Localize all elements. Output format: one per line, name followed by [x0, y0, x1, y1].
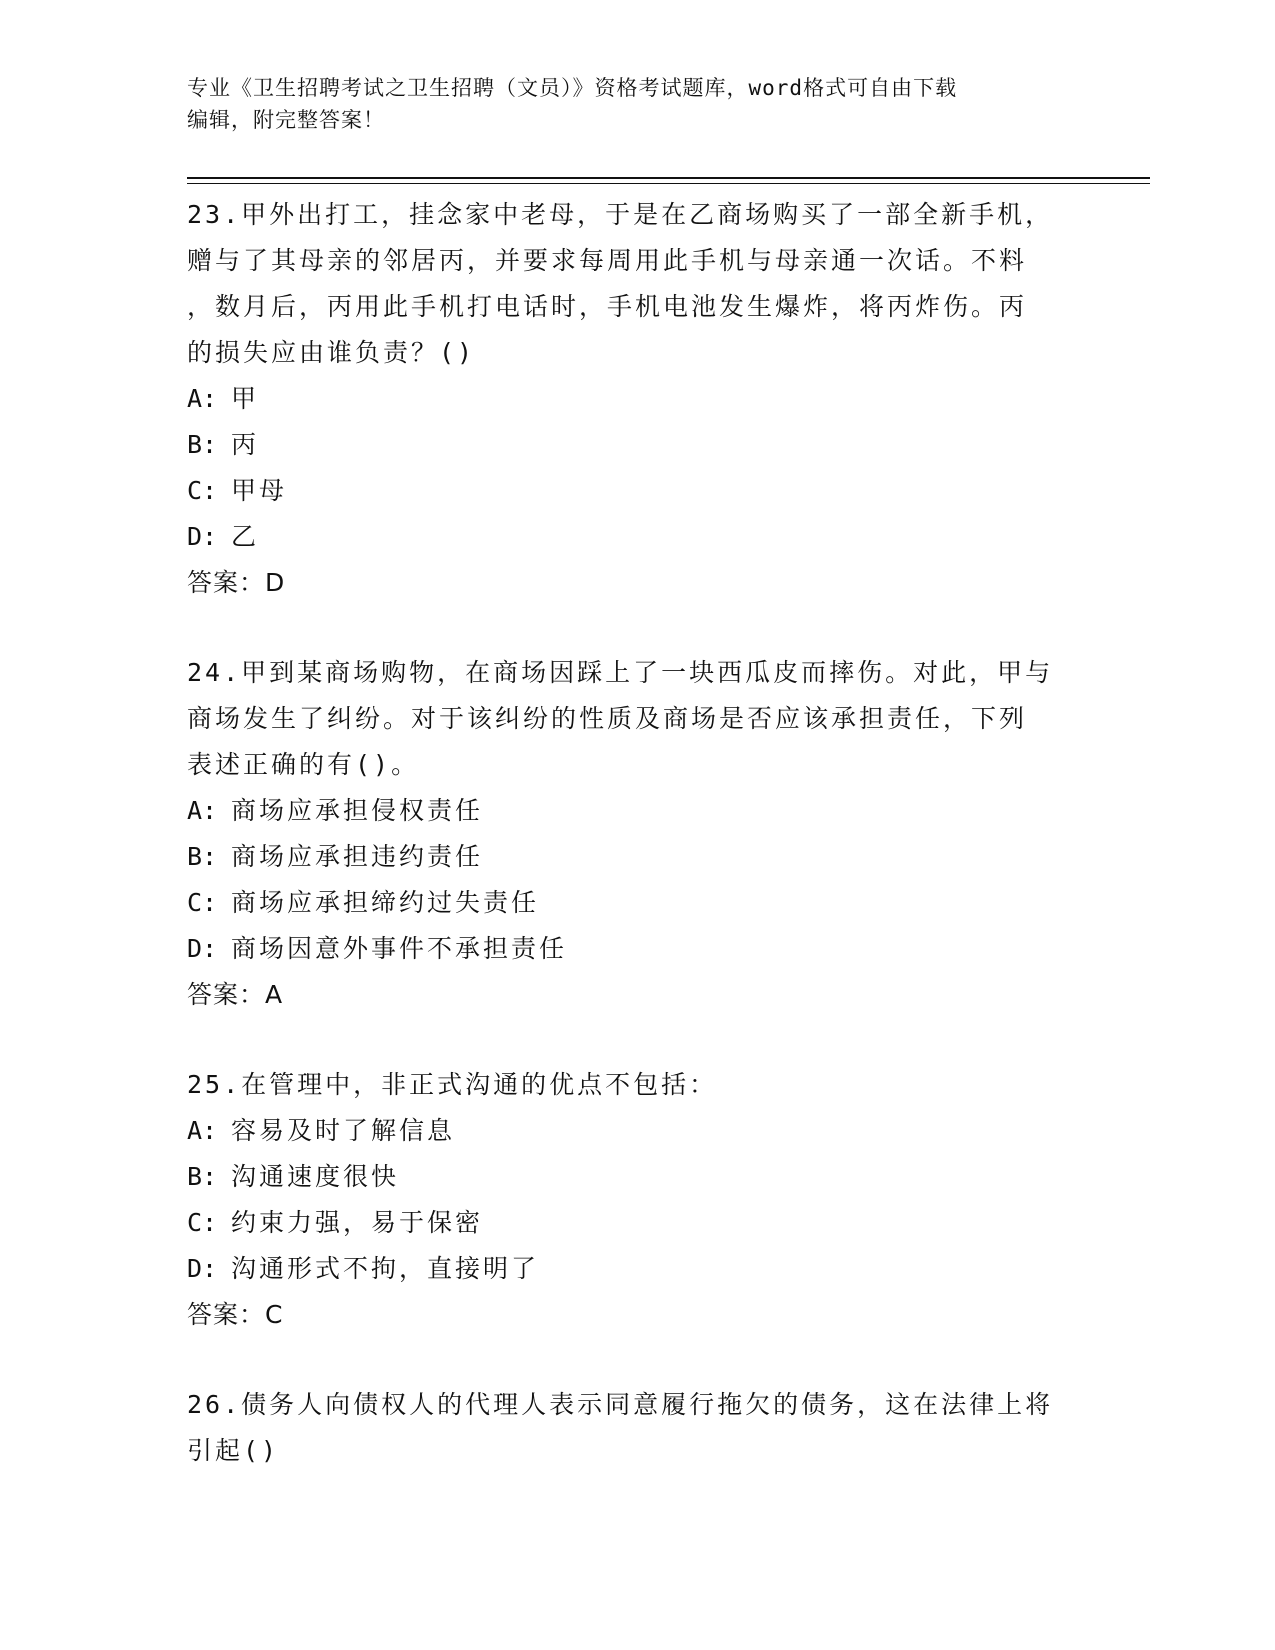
question-26	[187, 1382, 1087, 1474]
option-c	[187, 1200, 1087, 1246]
option-b	[187, 834, 1087, 880]
document-header	[187, 72, 1067, 136]
option-a	[187, 788, 1087, 834]
question-25	[187, 1062, 1087, 1338]
option-label: D:	[187, 522, 218, 551]
question-23	[187, 192, 1087, 606]
answer: 答案：D	[187, 568, 286, 597]
option-label: D:	[187, 1254, 218, 1283]
option-label: B:	[187, 430, 218, 459]
question-stem-line: 商场发生了纠纷。对于该纠纷的性质及商场是否应该承担责任，下列	[187, 704, 1028, 733]
option-label: B:	[187, 1162, 218, 1191]
option-label: C:	[187, 1208, 218, 1237]
question-stem-line: 23.甲外出打工，挂念家中老母，于是在乙商场购买了一部全新手机，	[187, 200, 1054, 229]
option-text: 丙	[231, 430, 260, 459]
spacer	[187, 1018, 1087, 1062]
spacer	[187, 1338, 1087, 1382]
option-c	[187, 880, 1087, 926]
option-text: 商场因意外事件不承担责任	[231, 934, 568, 963]
option-text: 商场应承担缔约过失责任	[231, 888, 540, 917]
option-c	[187, 468, 1087, 514]
option-text: 约束力强，易于保密	[231, 1208, 484, 1237]
question-stem-line: 24.甲到某商场购物，在商场因踩上了一块西瓜皮而摔伤。对此，甲与	[187, 658, 1054, 687]
option-text: 甲母	[231, 476, 288, 505]
option-text: 乙	[231, 522, 260, 551]
question-stem-line: 赠与了其母亲的邻居丙，并要求每周用此手机与母亲通一次话。不料	[187, 246, 1028, 275]
option-label: B:	[187, 842, 218, 871]
question-stem-line: ，数月后，丙用此手机打电话时，手机电池发生爆炸，将丙炸伤。丙	[187, 292, 1028, 321]
spacer	[187, 606, 1087, 650]
header-divider	[187, 177, 1150, 179]
answer: 答案：A	[187, 980, 284, 1009]
option-label: C:	[187, 888, 218, 917]
option-d	[187, 926, 1087, 972]
option-text: 容易及时了解信息	[231, 1116, 456, 1145]
option-text: 沟通速度很快	[231, 1162, 400, 1191]
header-line-1: 专业《卫生招聘考试之卫生招聘（文员）》资格考试题库，word格式可自由下载	[187, 76, 958, 100]
option-a	[187, 1108, 1087, 1154]
header-line-2: 编辑，附完整答案！	[187, 108, 385, 132]
question-stem-line: 表述正确的有()。	[187, 750, 420, 779]
option-label: A:	[187, 384, 218, 413]
question-24	[187, 650, 1087, 1018]
option-a	[187, 376, 1087, 422]
option-text: 商场应承担违约责任	[231, 842, 484, 871]
option-label: D:	[187, 934, 218, 963]
option-d	[187, 514, 1087, 560]
question-stem-line: 25.在管理中，非正式沟通的优点不包括：	[187, 1070, 718, 1099]
option-label: A:	[187, 1116, 218, 1145]
option-text: 商场应承担侵权责任	[231, 796, 484, 825]
question-stem-line: 26.债务人向债权人的代理人表示同意履行拖欠的债务，这在法律上将	[187, 1390, 1054, 1419]
option-text: 沟通形式不拘，直接明了	[231, 1254, 540, 1283]
answer: 答案：C	[187, 1300, 284, 1329]
option-text: 甲	[231, 384, 260, 413]
option-b	[187, 1154, 1087, 1200]
question-stem-line: 的损失应由谁负责？()	[187, 338, 476, 367]
option-b	[187, 422, 1087, 468]
option-label: C:	[187, 476, 218, 505]
option-label: A:	[187, 796, 218, 825]
option-d	[187, 1246, 1087, 1292]
question-stem-line: 引起()	[187, 1436, 280, 1465]
header-divider-thin	[187, 183, 1150, 184]
question-list	[187, 192, 1087, 1474]
